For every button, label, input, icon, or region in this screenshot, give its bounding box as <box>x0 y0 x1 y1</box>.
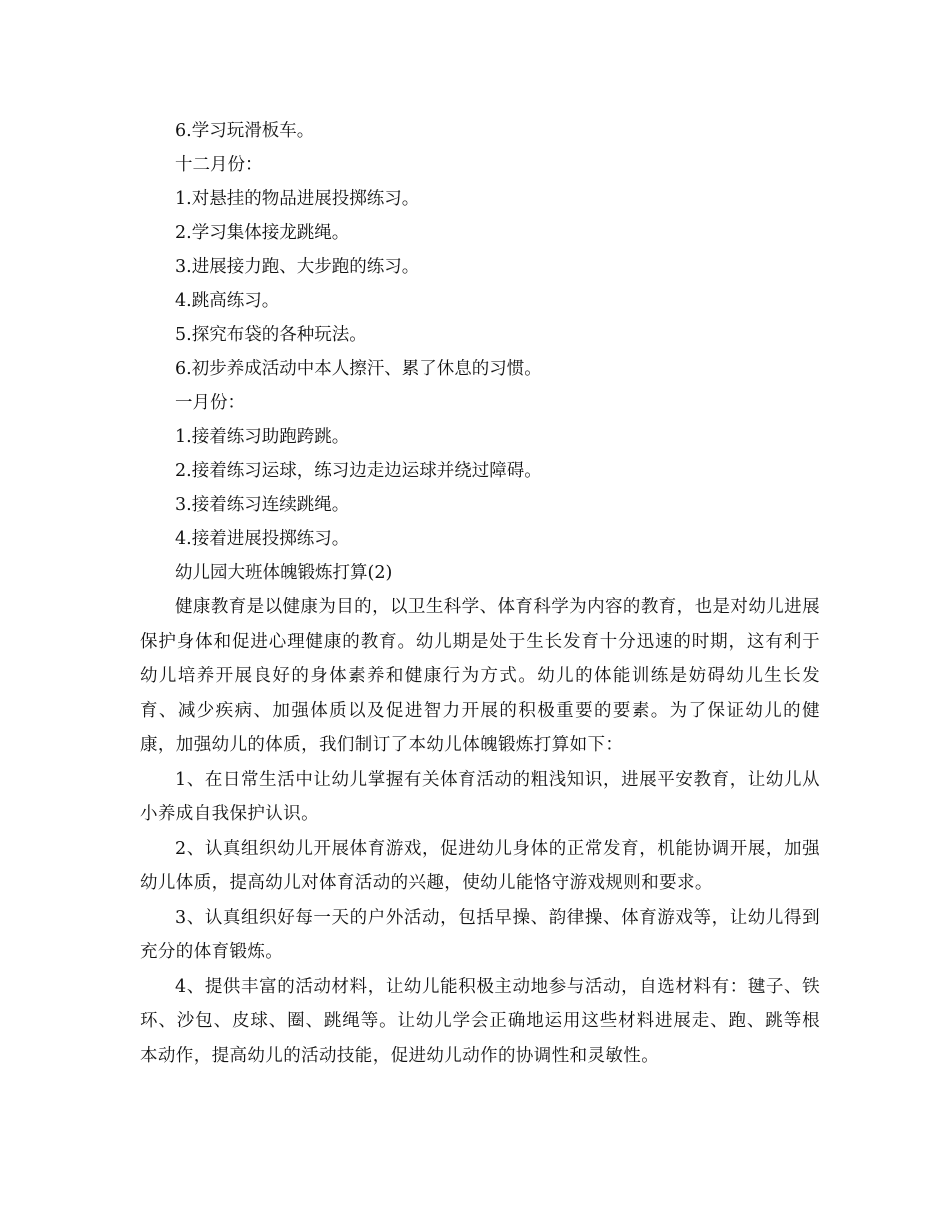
list-line: 1.接着练习助跑跨跳。 <box>175 427 350 447</box>
list-line: 4.跳高练习。 <box>175 291 280 311</box>
list-line: 5.探究布袋的各种玩法。 <box>175 325 367 345</box>
document-body <box>140 114 820 1073</box>
list-line: 2.学习集体接龙跳绳。 <box>175 223 350 243</box>
month-heading: 十二月份： <box>175 155 263 175</box>
list-line: 6.学习玩滑板车。 <box>175 121 315 141</box>
plan-item-paragraph: 1、在日常生活中让幼儿掌握有关体育活动的粗浅知识，进展平安教育，让幼儿从小养成自我保护认识。 <box>140 769 820 824</box>
month-heading: 一月份： <box>175 393 245 413</box>
list-line: 3.接着练习连续跳绳。 <box>175 495 350 515</box>
plan-item-paragraph: 3、认真组织好每一天的户外活动，包括早操、韵律操、体育游戏等，让幼儿得到充分的体育锻炼。 <box>140 907 820 962</box>
list-line: 2.接着练习运球，练习边走边运球并绕过障碍。 <box>175 461 542 481</box>
intro-paragraph: 健康教育是以健康为目的，以卫生科学、体育科学为内容的教育，也是对幼儿进展保护身体和促进心理健康的教育。幼儿期是处于生长发育十分迅速的时期，这有利于幼儿培养开展良好的身体素养和健康行为方式。幼儿的体能训练是妨碍幼儿生长发育、减少疾病、加强体质以及促进智力开展的积极重要的要素。为了保证幼儿的健康，加强幼儿的体质，我们制订了本幼儿体魄锻炼打算如下： <box>140 597 820 755</box>
section-title: 幼儿园大班体魄锻炼打算(2) <box>175 563 393 583</box>
plan-item-paragraph: 4、提供丰富的活动材料，让幼儿能积极主动地参与活动，自选材料有：毽子、铁环、沙包、皮球、圈、跳绳等。让幼儿学会正确地运用这些材料进展走、跑、跳等根本动作，提高幼儿的活动技能，促进幼儿动作的协调性和灵敏性。 <box>140 976 820 1066</box>
list-line: 3.进展接力跑、大步跑的练习。 <box>175 257 420 277</box>
list-line: 4.接着进展投掷练习。 <box>175 529 350 549</box>
plan-item-paragraph: 2、认真组织幼儿开展体育游戏，促进幼儿身体的正常发育，机能协调开展，加强幼儿体质，提高幼儿对体育活动的兴趣，使幼儿能恪守游戏规则和要求。 <box>140 838 820 893</box>
list-line: 6.初步养成活动中本人擦汗、累了休息的习惯。 <box>175 359 542 379</box>
list-line: 1.对悬挂的物品进展投掷练习。 <box>175 189 420 209</box>
